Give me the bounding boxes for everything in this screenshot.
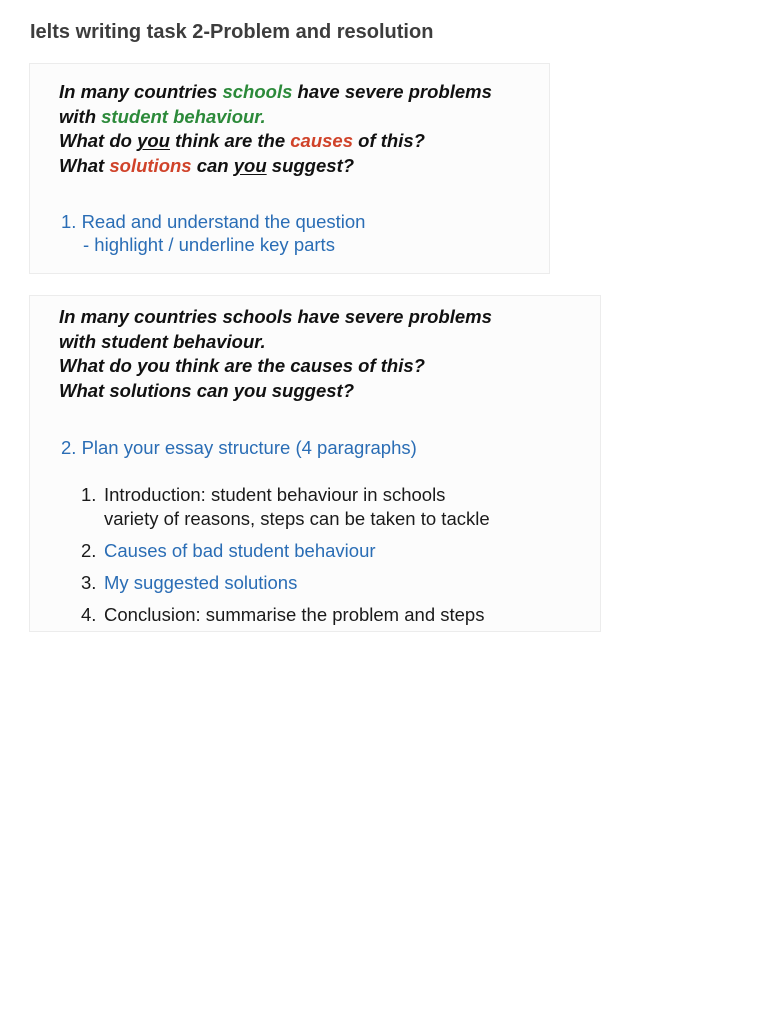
list-item bbox=[81, 539, 490, 563]
list-number: 2. bbox=[81, 539, 97, 561]
slide-read-question bbox=[29, 63, 550, 274]
underline-you: you bbox=[233, 154, 267, 176]
step-title: 1. Read and understand the question bbox=[61, 211, 366, 232]
list-item-continuation: variety of reasons, steps can be taken to tackle bbox=[104, 507, 490, 529]
list-number: 1. bbox=[81, 484, 97, 505]
essay-question bbox=[59, 80, 492, 178]
question-line-2 bbox=[59, 105, 492, 130]
paragraph-plan-list bbox=[81, 483, 490, 635]
question-text: In many countries bbox=[59, 81, 223, 102]
question-line-4: What solutions can you suggest? bbox=[59, 379, 354, 401]
page-title: Ielts writing task 2-Problem and resolution bbox=[30, 21, 434, 43]
question-line-4 bbox=[59, 154, 492, 179]
question-text: suggest? bbox=[266, 154, 355, 176]
question-text: can bbox=[191, 154, 234, 176]
question-text: What bbox=[59, 154, 110, 176]
question-text: What do bbox=[59, 130, 138, 151]
list-item bbox=[81, 571, 490, 595]
highlight-student-behaviour: student behaviour. bbox=[101, 105, 266, 127]
highlight-solutions: solutions bbox=[109, 154, 192, 176]
question-line-2: with student behaviour. bbox=[59, 330, 266, 352]
list-item-text: Conclusion: summarise the problem and steps bbox=[104, 603, 485, 625]
essay-question bbox=[59, 305, 492, 403]
question-text: have severe problems bbox=[292, 81, 492, 102]
step-1 bbox=[61, 210, 365, 256]
slide-plan-structure bbox=[29, 295, 601, 632]
list-item-text: My suggested solutions bbox=[104, 571, 298, 593]
step-2 bbox=[61, 436, 417, 459]
question-line-1 bbox=[59, 80, 492, 105]
question-line-3: What do you think are the causes of this? bbox=[59, 355, 425, 376]
list-item-text: Introduction: student behaviour in schools bbox=[104, 484, 446, 505]
list-item-text: Causes of bad student behaviour bbox=[104, 539, 376, 561]
question-text: think are the bbox=[169, 130, 291, 151]
underline-you: you bbox=[137, 130, 170, 151]
list-number: 4. bbox=[81, 603, 97, 625]
list-number: 3. bbox=[81, 571, 97, 593]
question-text: of this? bbox=[353, 130, 425, 151]
highlight-causes: causes bbox=[290, 130, 354, 151]
question-line-1: In many countries schools have severe problems bbox=[59, 306, 492, 327]
list-item bbox=[81, 603, 490, 627]
step-title: 2. Plan your essay structure (4 paragraphs) bbox=[61, 437, 417, 458]
question-text: with bbox=[59, 105, 102, 127]
list-item bbox=[81, 483, 490, 530]
question-line-3 bbox=[59, 129, 492, 154]
step-subpoint: - highlight / underline key parts bbox=[83, 234, 335, 255]
highlight-schools: schools bbox=[222, 81, 293, 102]
